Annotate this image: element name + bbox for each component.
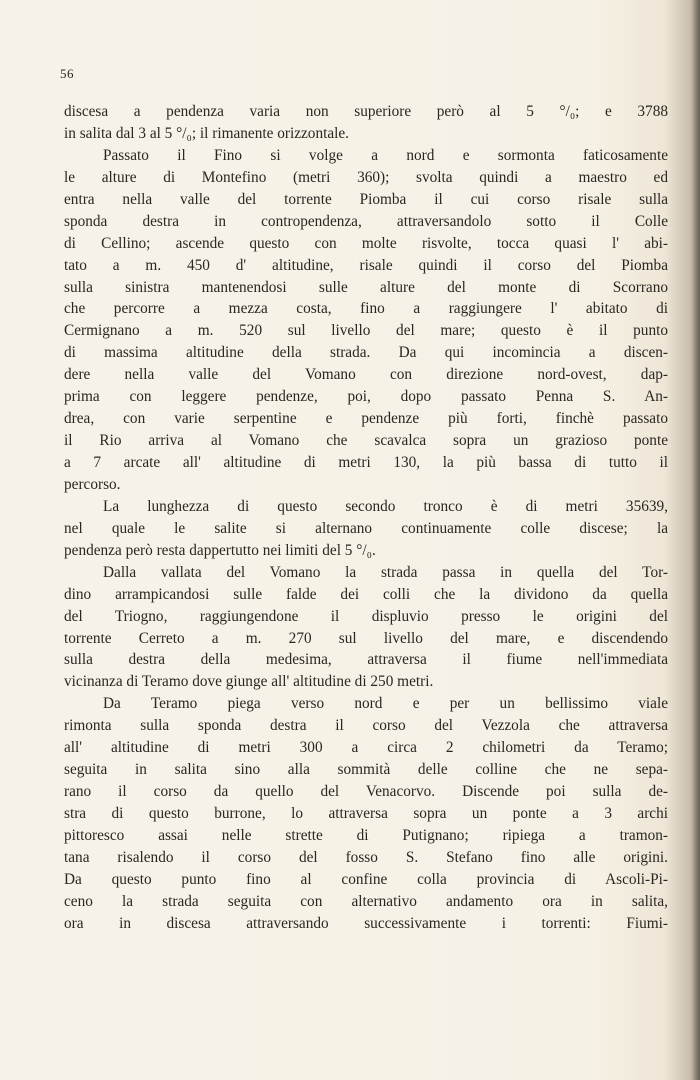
text-line: entra nella valle del torrente Piomba il cui corso risale sulla bbox=[64, 190, 668, 208]
text-line: stra di questo burrone, lo attraversa sopra un ponte a 3 archi bbox=[64, 805, 668, 822]
text-line: Da questo punto fino al confine colla provincia di Ascoli-Pi- bbox=[64, 870, 668, 888]
text-line: ora in discesa attraversando successivamente i torrenti: Fiumi- bbox=[64, 914, 668, 932]
text-line: seguita in salita sino alla sommità delle colline che ne sepa- bbox=[64, 761, 668, 779]
text-line: discesa a pendenza varia non superiore però al 5 °/₀; e 3788 bbox=[64, 103, 668, 120]
text-line: tana risalendo il corso del fosso S. Stefano fino alle origini. bbox=[64, 848, 668, 866]
text-line: in salita dal 3 al 5 °/₀; il rimanente orizzontale. bbox=[64, 124, 350, 142]
text-line: pittoresco assai nelle strette di Putignano; ripiega a tramon- bbox=[64, 826, 668, 844]
text-line: Passato il Fino si volge a nord e sormonta faticosamente bbox=[103, 146, 668, 164]
text-line: ceno la strada seguita con alternativo andamento ora in salita, bbox=[64, 892, 668, 910]
text-line: dino arrampicandosi sulle falde dei colli che la dividono da quella bbox=[64, 585, 668, 603]
text-line: pendenza però resta dappertutto nei limiti del 5 °/₀. bbox=[64, 541, 376, 559]
text-line: sulla sinistra mantenendosi sulle alture del monte di Scorrano bbox=[64, 278, 668, 296]
text-line: La lunghezza di questo secondo tronco è di metri 35639, bbox=[103, 497, 668, 515]
text-line: del Triogno, raggiungendone il displuvio presso le origini del bbox=[64, 607, 668, 625]
text-line: tato a m. 450 d' altitudine, risale quindi il corso del Piomba bbox=[64, 256, 668, 274]
text-line: di Cellino; ascende questo con molte risvolte, tocca quasi l' abi- bbox=[64, 234, 668, 252]
text-line: Dalla vallata del Vomano la strada passa in quella del Tor- bbox=[103, 563, 668, 581]
text-line: le alture di Montefino (metri 360); svolta quindi a maestro ed bbox=[64, 168, 668, 186]
text-line: sponda destra in contropendenza, attraversandolo sotto il Colle bbox=[64, 212, 668, 230]
text-line: torrente Cerreto a m. 270 sul livello del mare, e discendendo bbox=[64, 629, 668, 647]
text-line: sulla destra della medesima, attraversa il fiume nell'immediata bbox=[64, 651, 668, 669]
body-text bbox=[64, 101, 668, 935]
page-number: 56 bbox=[60, 66, 74, 81]
text-line: nel quale le salite si alternano continuamente colle discese; la bbox=[64, 519, 668, 537]
text-line: di massima altitudine della strada. Da qui incomincia a discen- bbox=[64, 344, 668, 362]
text-line: vicinanza di Teramo dove giunge all' altitudine di 250 metri. bbox=[64, 673, 434, 691]
text-line: drea, con varie serpentine e pendenze più forti, finchè passato bbox=[64, 410, 668, 428]
text-line: rano il corso da quello del Venacorvo. Discende poi sulla de- bbox=[64, 783, 668, 801]
text-line: che percorre a mezza costa, fino a raggiungere l' abitato di bbox=[64, 300, 668, 318]
text-line: prima con leggere pendenze, poi, dopo passato Penna S. An- bbox=[64, 388, 668, 406]
text-line: Da Teramo piega verso nord e per un bellissimo viale bbox=[103, 695, 668, 713]
text-line: dere nella valle del Vomano con direzione nord-ovest, dap- bbox=[64, 366, 668, 384]
text-line: Cermignano a m. 520 sul livello del mare; questo è il punto bbox=[64, 322, 668, 340]
text-line: a 7 arcate all' altitudine di metri 130, la più bassa di tutto il bbox=[64, 454, 668, 471]
text-line: il Rio arriva al Vomano che scavalca sopra un grazioso ponte bbox=[64, 432, 668, 450]
text-line: rimonta sulla sponda destra il corso del Vezzola che attraversa bbox=[64, 717, 668, 735]
page-gutter-shadow bbox=[692, 0, 700, 1080]
text-line: all' altitudine di metri 300 a circa 2 chilometri da Teramo; bbox=[64, 739, 668, 757]
text-line: percorso. bbox=[64, 475, 121, 493]
